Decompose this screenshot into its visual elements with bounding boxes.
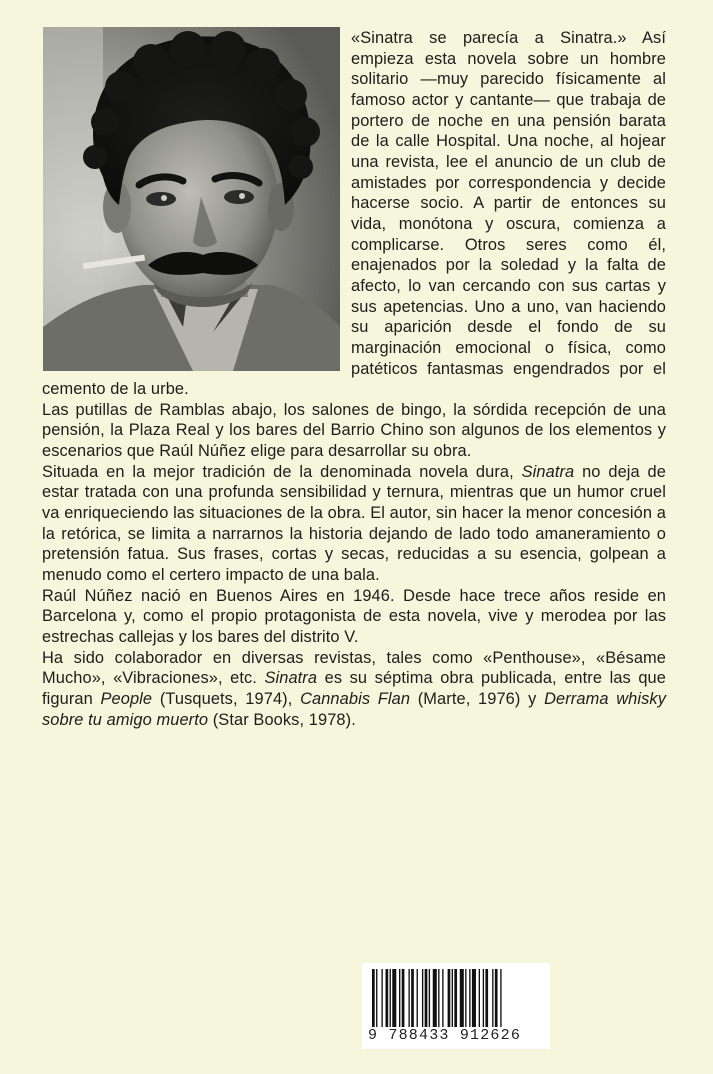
barcode-bar: [460, 969, 464, 1027]
barcode-bar: [442, 969, 443, 1027]
ean13-barcode-icon: [372, 969, 540, 1029]
barcode-bar: [425, 969, 428, 1027]
barcode-bar: [483, 969, 484, 1027]
isbn-barcode: [362, 963, 550, 1049]
barcode-bar: [500, 969, 501, 1027]
paragraph-settings: Las putillas de Ramblas abajo, los salones de bingo, la sórdida recepción de una pensión, la Plaza Real y los bares del Barrio Chino son algunos de los elementos y escenarios que Raúl Núñez elige para desarrollar su obra.: [42, 400, 666, 461]
paragraph-author-bio: Raúl Núñez nació en Buenos Aires en 1946. Desde hace trece años reside en Barcelona y, como el propio protagonista de esta novela, vive y merodea por las estrechas callejas y los bares del distrito V.: [42, 586, 666, 647]
paragraph-style-rest: no deja de estar tratada con una profunda sensibilidad y ternura, mientras que un humor cruel va enriqueciendo las situaciones de la obra. El autor, sin hacer la menor concesión a la retórica, se limita a narrarnos la historia dejando de lado todo amaneramiento o pretensión fatua. Sus frases, cortas y secas, reducidas a su esencia, golpean a menudo como el certero impacto de una bala.: [42, 462, 666, 585]
bibliography-c: (Tusquets, 1974),: [159, 690, 293, 708]
barcode-bar: [386, 969, 389, 1027]
barcode-bar: [465, 969, 466, 1027]
book-title-cannabis-flan: Cannabis Flan: [300, 690, 411, 708]
barcode-bar: [381, 969, 382, 1027]
author-portrait-photo: [43, 27, 340, 371]
bibliography-d: (Marte, 1976) y: [417, 690, 537, 708]
barcode-bar: [469, 969, 470, 1027]
barcode-bar: [472, 969, 476, 1027]
barcode-bar: [376, 969, 377, 1027]
barcode-bar: [372, 969, 375, 1027]
book-title-derrama-whisky: Derrama whisky sobre tu amigo muerto: [42, 690, 666, 729]
paragraph-bibliography: [42, 648, 666, 731]
paragraph-style-lead: Situada en la mejor tradición de la denominada novela dura,: [42, 462, 514, 481]
barcode-bar: [438, 969, 439, 1027]
book-title-sinatra-2: Sinatra: [264, 669, 318, 688]
barcode-bar: [392, 969, 396, 1027]
barcode-bar: [454, 969, 457, 1027]
book-title-people: People: [100, 690, 153, 708]
barcode-bar: [485, 969, 488, 1027]
portrait-illustration: [43, 27, 340, 371]
barcode-bar: [479, 969, 480, 1027]
barcode-bar: [390, 969, 391, 1027]
barcode-bar: [429, 969, 430, 1027]
barcode-bar: [492, 969, 493, 1027]
book-title-sinatra: Sinatra: [521, 462, 575, 481]
barcode-bar: [495, 969, 498, 1027]
barcode-bar: [433, 969, 437, 1027]
barcode-bar: [399, 969, 400, 1027]
barcode-bar: [402, 969, 405, 1027]
bibliography-a: Ha sido colaborador en diversas revistas, tales como «Penthouse», «Bésame Mucho», «Vibraciones», etc.: [42, 648, 666, 688]
barcode-bar: [452, 969, 453, 1027]
bibliography-b: es su séptima obra publicada, entre las que figuran: [42, 669, 666, 708]
isbn-digits: 9 788433 912626: [368, 1027, 522, 1044]
paragraph-synopsis: «Sinatra se parecía a Sinatra.» Así empieza esta novela sobre un hombre solitario —muy parecido físicamente al famoso actor y cantante— que trabaja de portero de noche en una pensión barata de la calle Hospital. Una noche, al hojear una revista, lee el anuncio de un club de amistades por correspondencia y decide hacerse socio. A partir de entonces su vida, monótona y oscura, comienza a complicarse. Otros seres como él, enajenados por la soledad y la falta de afecto, lo van cercando con sus cartas y sus apetencias. Uno a uno, van haciendo su aparición desde el fondo de su marginación emocional o física, como patéticos fantasmas engendrados por el cemento de la urbe.: [42, 29, 666, 399]
barcode-bar: [422, 969, 423, 1027]
paragraph-style: [42, 462, 666, 586]
barcode-bar: [448, 969, 451, 1027]
bibliography-e: (Star Books, 1978).: [212, 710, 356, 729]
barcode-bar: [408, 969, 409, 1027]
barcode-bar: [417, 969, 418, 1027]
barcode-bar: [411, 969, 414, 1027]
